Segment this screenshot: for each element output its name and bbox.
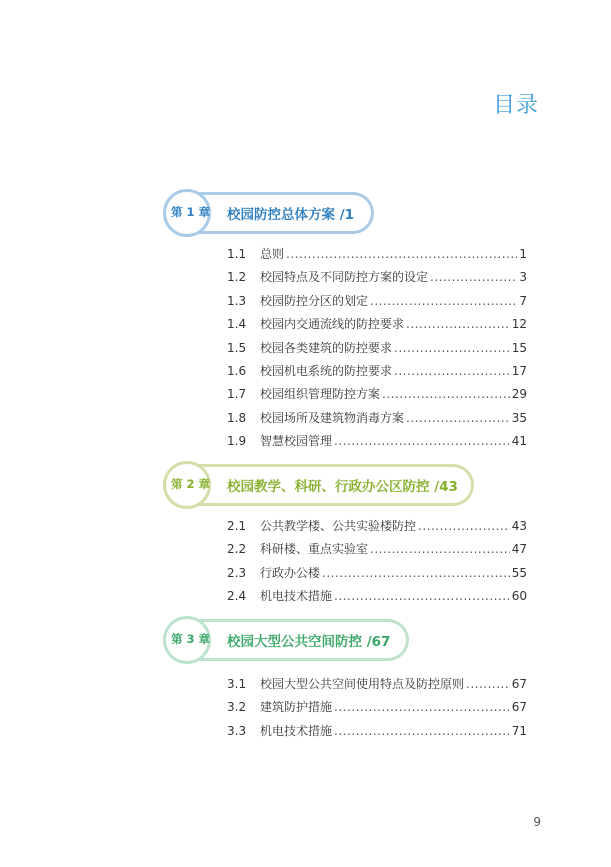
dot-leader (406, 313, 510, 336)
entry-number: 3.2 (227, 700, 247, 715)
entry-number: 1.7 (227, 387, 247, 402)
entry-number: 1.5 (227, 340, 247, 355)
entry-number: 2.1 (227, 519, 247, 533)
toc-entry-1-8[interactable] (227, 407, 527, 430)
chapter-3-title: 校园大型公共空间防控 /67 (227, 634, 391, 650)
toc-entry-1-2[interactable] (227, 266, 527, 289)
toc-entry-1-1[interactable] (227, 243, 527, 266)
entry-page: 35 (511, 410, 527, 425)
dot-leader (394, 337, 510, 360)
entry-label: 校园机电系统的防控要求 (260, 363, 393, 378)
entry-label: 总则 (260, 247, 285, 261)
dot-leader (334, 696, 510, 719)
dot-leader (370, 290, 517, 313)
entry-number: 2.3 (227, 565, 247, 580)
entry-page: 67 (511, 700, 527, 715)
entry-label: 校园各类建筑的防控要求 (260, 340, 393, 355)
toc-entry-2-2[interactable] (227, 538, 527, 561)
toc-entry-1-3[interactable] (227, 290, 527, 313)
dot-leader (382, 383, 510, 406)
entry-number: 3.3 (227, 723, 247, 738)
toc-entry-2-3[interactable] (227, 562, 527, 585)
entry-number: 2.2 (227, 542, 247, 557)
dot-leader (286, 243, 517, 266)
entry-label: 机电技术措施 (260, 589, 333, 604)
entry-label: 校园特点及不同防控方案的设定 (260, 270, 429, 285)
dot-leader (394, 360, 510, 383)
entry-label: 建筑防护措施 (260, 700, 333, 715)
chapter-2-entries (227, 515, 527, 609)
entry-label: 机电技术措施 (260, 723, 333, 738)
entry-page: 60 (511, 589, 527, 604)
chapter-2-number: 第 2 章 (171, 477, 211, 491)
entry-label: 公共教学楼、公共实验楼防控 (260, 519, 417, 533)
toc-entry-1-5[interactable] (227, 337, 527, 360)
toc-entry-2-4[interactable] (227, 585, 527, 608)
chapter-2-title: 校园教学、科研、行政办公区防控 /43 (227, 479, 458, 495)
entry-number: 1.6 (227, 363, 247, 378)
toc-entry-3-2[interactable] (227, 696, 527, 719)
dot-leader (322, 562, 510, 585)
entry-number: 1.8 (227, 410, 247, 425)
entry-page: 29 (511, 387, 527, 402)
dot-leader (334, 585, 510, 608)
toc-entry-1-6[interactable] (227, 360, 527, 383)
dot-leader (418, 515, 510, 538)
toc-title: 目录 (492, 93, 539, 118)
entry-page: 43 (511, 519, 527, 533)
dot-leader (370, 538, 510, 561)
dot-leader (334, 720, 510, 743)
entry-number: 3.1 (227, 677, 247, 691)
entry-label: 校园大型公共空间使用特点及防控原则 (260, 677, 465, 691)
entry-page: 47 (511, 542, 527, 557)
entry-page: 15 (511, 340, 527, 355)
toc-entry-3-3[interactable] (227, 720, 527, 743)
entry-label: 校园防控分区的划定 (260, 293, 369, 308)
entry-page: 7 (519, 293, 527, 308)
toc-entry-1-7[interactable] (227, 383, 527, 406)
entry-label: 校园场所及建筑物消毒方案 (260, 410, 405, 425)
chapter-1-number: 第 1 章 (171, 205, 211, 219)
toc-entry-1-4[interactable] (227, 313, 527, 336)
entry-number: 1.1 (227, 247, 247, 261)
toc-entry-3-1[interactable] (227, 673, 527, 696)
page-number: 9 (533, 815, 541, 829)
dot-leader (334, 430, 510, 453)
entry-page: 1 (519, 247, 527, 261)
dot-leader (466, 673, 510, 696)
chapter-3-entries (227, 673, 527, 743)
entry-number: 1.9 (227, 434, 247, 449)
entry-label: 校园内交通流线的防控要求 (260, 317, 405, 332)
entry-page: 55 (511, 565, 527, 580)
entry-page: 3 (519, 270, 527, 285)
dot-leader (406, 407, 510, 430)
entry-number: 1.2 (227, 270, 247, 285)
entry-page: 67 (511, 677, 527, 691)
dot-leader (430, 266, 517, 289)
entry-page: 12 (511, 317, 527, 332)
entry-number: 1.4 (227, 317, 247, 332)
toc-entry-1-9[interactable] (227, 430, 527, 453)
entry-page: 17 (511, 363, 527, 378)
toc-entry-2-1[interactable] (227, 515, 527, 538)
chapter-1-entries (227, 243, 527, 454)
entry-page: 41 (511, 434, 527, 449)
entry-number: 1.3 (227, 293, 247, 308)
entry-page: 71 (511, 723, 527, 738)
entry-label: 校园组织管理防控方案 (260, 387, 381, 402)
entry-number: 2.4 (227, 589, 247, 604)
chapter-3-number: 第 3 章 (171, 632, 211, 646)
entry-label: 智慧校园管理 (260, 434, 333, 449)
chapter-1-title: 校园防控总体方案 /1 (227, 207, 355, 223)
entry-label: 行政办公楼 (260, 565, 321, 580)
entry-label: 科研楼、重点实验室 (260, 542, 369, 557)
